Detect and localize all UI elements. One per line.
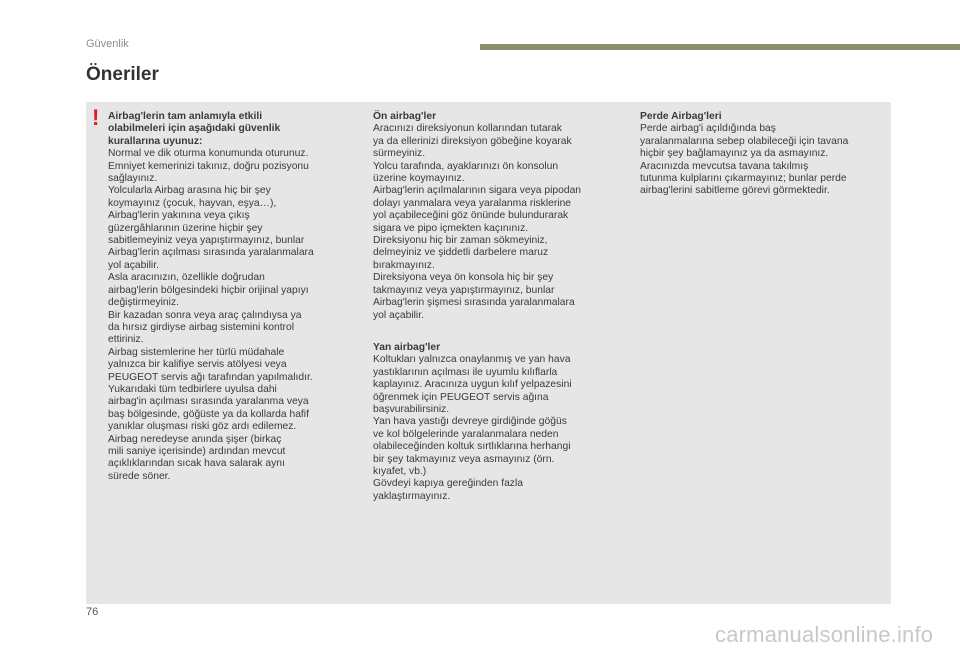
text-line: bırakmayınız.	[373, 259, 435, 271]
text-line: ettiriniz.	[108, 334, 144, 346]
warning-icon: !	[92, 105, 100, 130]
text-line: PEUGEOT servis ağı tarafından yapılmalıdır.	[108, 371, 313, 383]
text-line: değiştirmeyiniz.	[108, 297, 179, 309]
heading-line: Airbag'lerin tam anlamıyla etkili	[108, 111, 263, 122]
text-line: airbag'lerini sabitleme görevi görmektedir.	[640, 185, 830, 197]
text-line: baş bölgesinde, göğüste ya da kollarda hafif	[108, 408, 309, 420]
text-line: bir şey takmayınız veya asmayınız (örn.	[373, 453, 555, 465]
text-line: airbag'lerin bölgesindeki hiçbir orijinal yapıyı	[108, 284, 309, 296]
text-line: Direksiyona veya ön konsola hiç bir şey	[373, 272, 554, 284]
text-line: Aracınızı direksiyonun kollarından tutarak	[373, 123, 562, 135]
text-line: Airbag neredeyse anında şişer (birkaç	[108, 433, 282, 445]
text-line: ve kol bölgelerinde yaralanmalara neden	[373, 428, 559, 440]
page-number: 76	[86, 606, 99, 618]
text-line: üzerine koymayınız.	[373, 173, 465, 185]
section-bar	[480, 44, 960, 50]
text-line: kaplayınız. Aracınıza uygun kılıf yelpazesini	[373, 379, 572, 391]
page-title: Öneriler	[86, 64, 159, 85]
curtain-airbags-body	[640, 123, 890, 197]
front-airbags-heading: Ön airbag'ler	[373, 111, 437, 122]
text-line: yanıklar oluşması riski göz ardı edilemez.	[108, 421, 297, 433]
column-general-rules	[108, 111, 358, 483]
text-line: delmeyiniz ve şiddetli darbelere maruz	[373, 247, 549, 259]
text-line: dolayı yanmalara veya yaralanma risklerine	[373, 197, 572, 209]
heading-line: olabilmeleri için aşağıdaki güvenlik	[108, 123, 281, 135]
text-line: hiçbir şey bağlamayınız ya da asmayınız.	[640, 148, 829, 160]
text-line: açıklıklarından sıcak hava salarak aynı	[108, 458, 285, 470]
text-line: yaralanmalarına sebep olabileceği için tavana	[640, 135, 849, 147]
text-line: öğrenmek için PEUGEOT servis ağına	[373, 391, 549, 403]
text-line: olabileceğinden koltuk sırtlıklarına herhangi	[373, 441, 571, 453]
side-airbags-heading: Yan airbag'ler	[373, 341, 441, 353]
text-line: koymayınız (çocuk, hayvan, eşya…),	[108, 197, 277, 209]
text-line: Airbag sistemlerine her türlü müdahale	[108, 346, 285, 358]
text-line: Airbag'lerin açılması sırasında yaralanmalara	[108, 247, 314, 259]
text-line: Emniyet kemerinizi takınız, doğru pozisyonu	[108, 160, 309, 172]
text-line: sağlayınız.	[108, 173, 158, 185]
text-line: Airbag'lerin yakınına veya çıkış	[108, 210, 250, 222]
curtain-airbags-heading: Perde Airbag'leri	[640, 111, 722, 122]
column-curtain-airbags	[640, 111, 890, 198]
text-line: Asla aracınızın, özellikle doğrudan	[108, 272, 265, 284]
section-label: Güvenlik	[86, 38, 129, 50]
text-line: mili saniye içerisinde) ardından mevcut	[108, 445, 286, 457]
text-line: yalnızca bir kalifiye servis atölyesi veya	[108, 359, 287, 371]
side-airbags-body	[373, 354, 628, 503]
text-line: sigara ve pipo içmekten kaçınınız.	[373, 222, 529, 234]
text-line: güzergâhlarının üzerine hiçbir şey	[108, 222, 263, 234]
text-line: kıyafet, vb.)	[373, 465, 427, 477]
text-line: Yan hava yastığı devreye girdiğinde göğüs	[373, 416, 567, 428]
front-airbags-body	[373, 123, 628, 322]
text-line: sürmeyiniz.	[373, 148, 426, 160]
text-line: Koltukları yalnızca onaylanmış ve yan hava	[373, 354, 571, 366]
heading-line: kurallarına uyunuz:	[108, 135, 203, 147]
text-line: Gövdeyi kapıya gereğinden fazla	[373, 478, 523, 490]
text-line: tutunma kulplarını çıkarmayınız; bunlar perde	[640, 173, 847, 185]
text-line: yastıklarının açılması ile uyumlu kılıflarla	[373, 366, 558, 378]
column-front-side-airbags	[373, 111, 628, 503]
text-line: airbag'in açılması sırasında yaralanma veya	[108, 396, 309, 408]
text-line: Perde airbag'i açıldığında baş	[640, 123, 776, 135]
text-line: Normal ve dik oturma konumunda oturunuz.	[108, 148, 309, 160]
text-line: Bir kazadan sonra veya araç çalındıysa ya	[108, 309, 302, 321]
text-line: yol açabilir.	[373, 309, 424, 321]
text-line: Yolcularla Airbag arasına hiç bir şey	[108, 185, 271, 197]
text-line: sabitlemeyiniz veya yapıştırmayınız, bunlar	[108, 235, 305, 247]
text-line: Yolcu tarafında, ayaklarınızı ön konsolun	[373, 160, 559, 172]
text-line: başvurabilirsiniz.	[373, 403, 450, 415]
text-line: takmayınız veya yapıştırmayınız, bunlar	[373, 284, 555, 296]
text-line: Direksiyonu hiç bir zaman sökmeyiniz,	[373, 235, 548, 247]
text-line: Aracınızda mevcutsa tavana takılmış	[640, 160, 809, 172]
text-line: yaklaştırmayınız.	[373, 490, 451, 502]
text-line: yol açabileceğini göz önünde bulundurarak	[373, 210, 569, 222]
text-line: Yukarıdaki tüm tedbirlere uyulsa dahi	[108, 383, 277, 395]
text-line: Airbag'lerin şişmesi sırasında yaralanmalara	[373, 297, 575, 309]
watermark: carmanualsonline.info	[715, 622, 934, 647]
general-rules-heading	[108, 111, 358, 148]
general-rules-body	[108, 148, 358, 483]
text-line: sürede söner.	[108, 470, 171, 482]
text-line: yol açabilir.	[108, 259, 159, 271]
text-line: da hırsız girdiyse airbag sistemini kontrol	[108, 321, 294, 333]
spacer	[373, 322, 628, 342]
text-line: Airbag'lerin açılmalarının sigara veya pipodan	[373, 185, 582, 197]
text-line: ya da ellerinizi direksiyon göbeğine koyarak	[373, 135, 572, 147]
